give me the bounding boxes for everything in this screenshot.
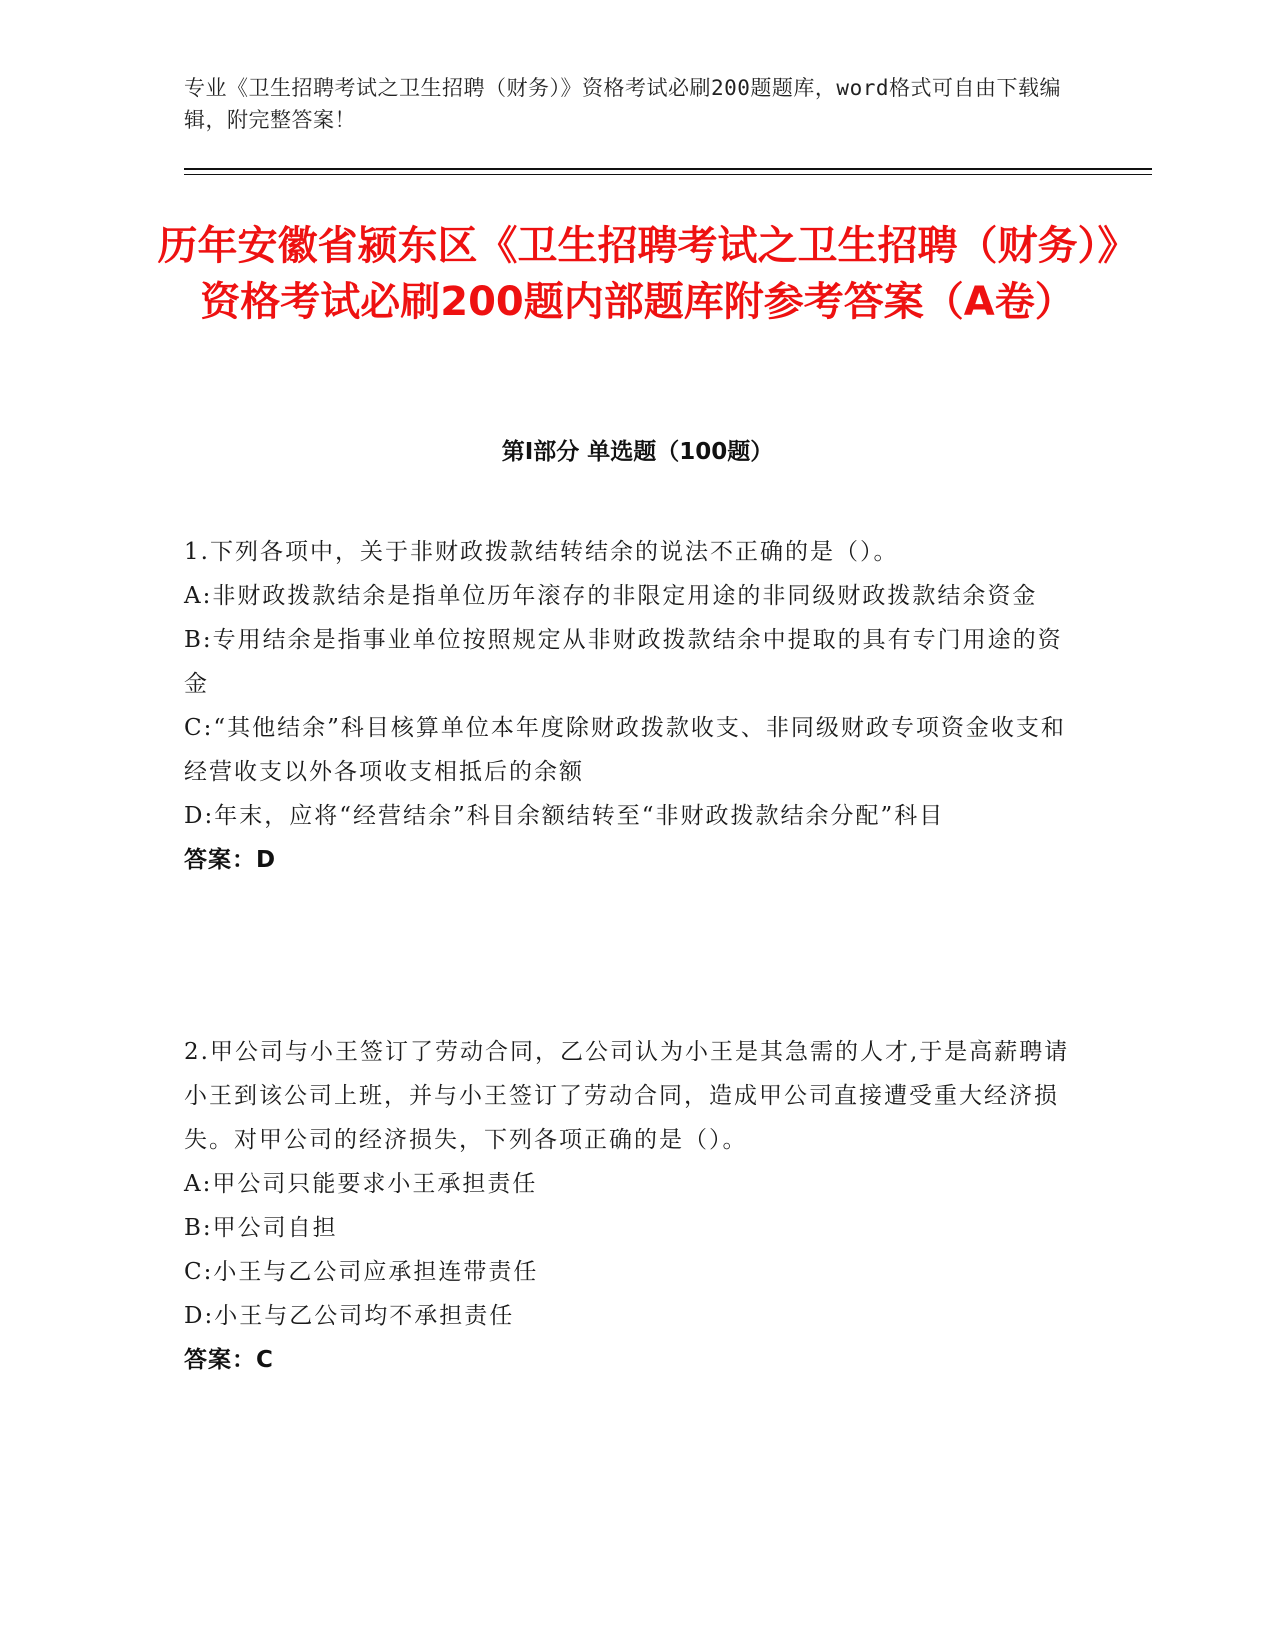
answer: 答案：D [184, 847, 277, 873]
header-divider-thick [184, 168, 1152, 170]
option-a: A:甲公司只能要求小王承担责任 [184, 1171, 538, 1197]
header-divider-thin [184, 174, 1152, 175]
option-d: D:小王与乙公司均不承担责任 [184, 1303, 515, 1329]
question-1 [184, 530, 1084, 882]
answer: 答案：C [184, 1347, 274, 1373]
option-b: B:甲公司自担 [184, 1215, 338, 1241]
option-c: C:小王与乙公司应承担连带责任 [184, 1259, 539, 1285]
option-c: C:“其他结余”科目核算单位本年度除财政拨款收支、非同级财政专项资金收支和经营收支以外各项收支相抵后的余额 [184, 715, 1066, 785]
option-a: A:非财政拨款结余是指单位历年滚存的非限定用途的非同级财政拨款结余资金 [184, 583, 1038, 609]
question-stem: 1.下列各项中，关于非财政拨款结转结余的说法不正确的是（）。 [184, 539, 899, 565]
document-title: 历年安徽省颍东区《卫生招聘考试之卫生招聘（财务）》资格考试必刷200题内部题库附参考答案（A卷） [157, 223, 1118, 325]
option-d: D:年末，应将“经营结余”科目余额结转至“非财政拨款结余分配”科目 [184, 803, 945, 829]
header-note: 专业《卫生招聘考试之卫生招聘（财务）》资格考试必刷200题题库，word格式可自由下载编辑，附完整答案！ [184, 76, 1061, 132]
question-stem: 2.甲公司与小王签订了劳动合同，乙公司认为小王是其急需的人才,于是高薪聘请小王到该公司上班，并与小王签订了劳动合同，造成甲公司直接遭受重大经济损失。对甲公司的经济损失，下列各项正确的是（）。 [184, 1039, 1070, 1153]
option-b: B:专用结余是指事业单位按照规定从非财政拨款结余中提取的具有专门用途的资金 [184, 627, 1063, 697]
section-heading: 第I部分 单选题（100题） [501, 439, 774, 465]
question-2 [184, 1030, 1084, 1382]
